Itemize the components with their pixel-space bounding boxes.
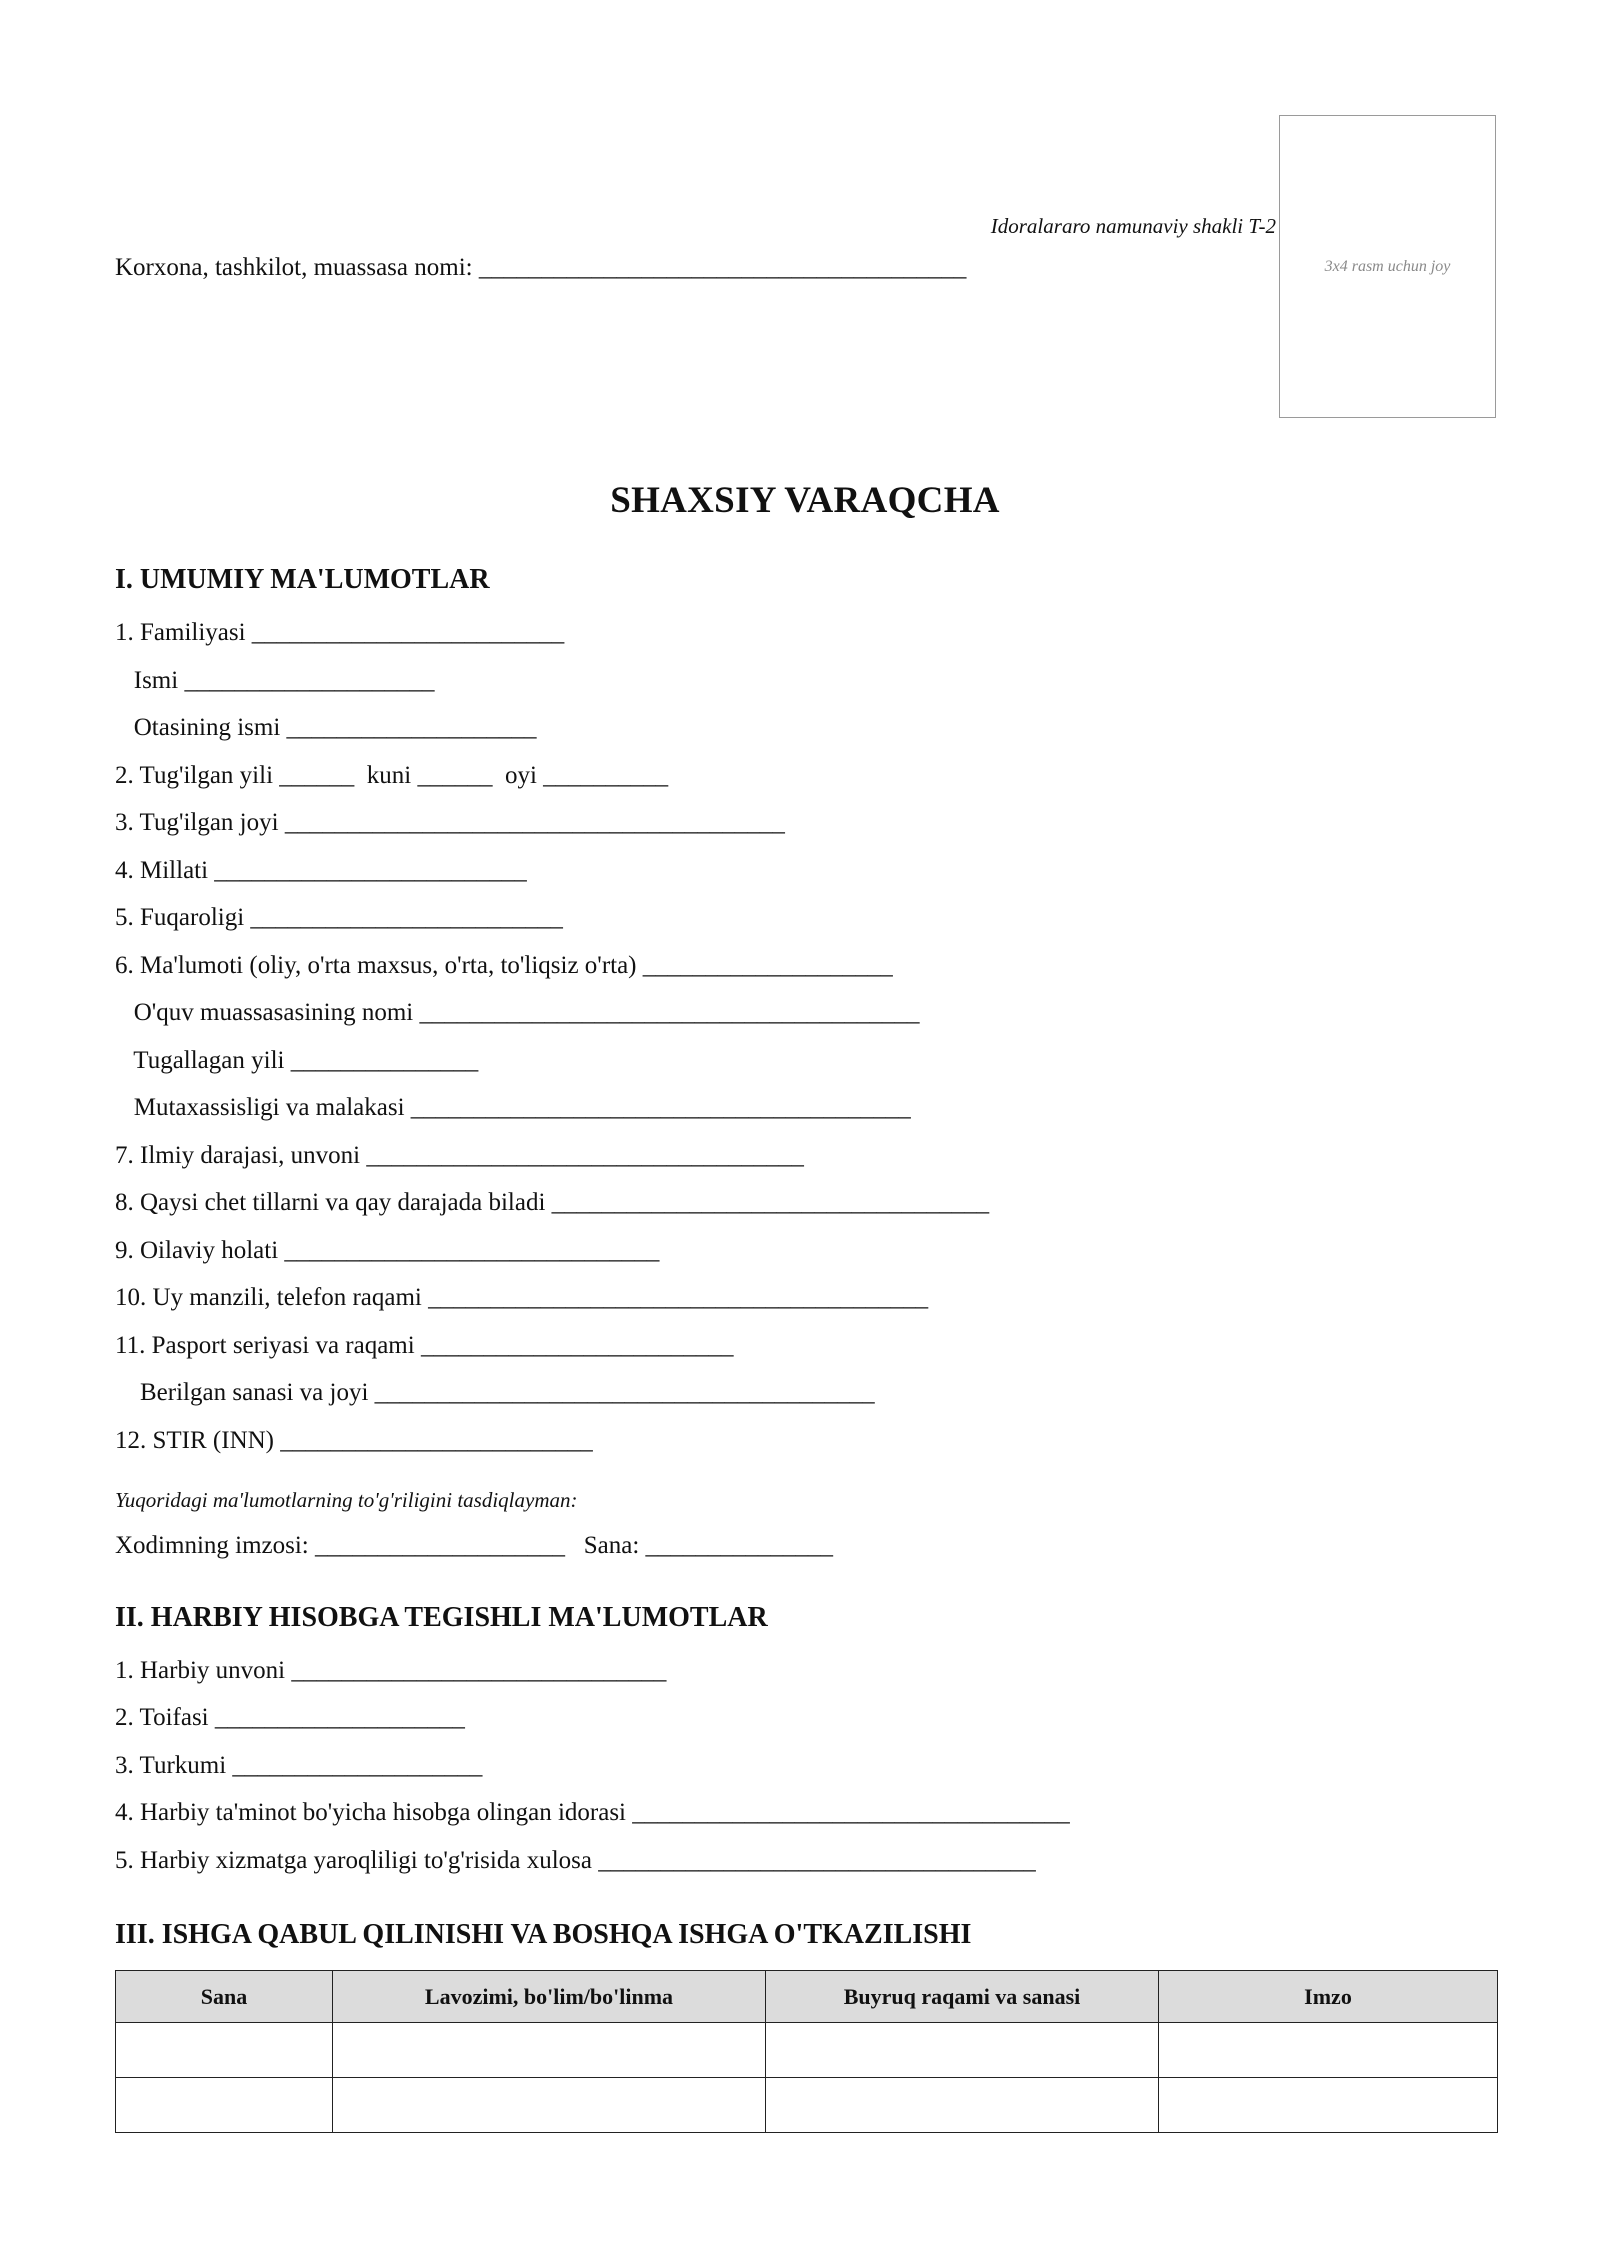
employee-signature-line[interactable]: Xodimning imzosi: ____________________ Sana: _______________ <box>115 1532 834 1559</box>
field-passport-issue[interactable]: Berilgan sanasi va joyi ________________________________________ <box>115 1379 875 1406</box>
field-marital-status[interactable]: 9. Oilaviy holati ______________________________ <box>115 1237 660 1264</box>
table-cell-order[interactable] <box>766 2078 1159 2133</box>
section-3-heading: III. ISHGA QABUL QILINISHI VA BOSHQA ISHGA O'TKAZILISHI <box>115 1919 972 1950</box>
photo-placeholder-label: 3x4 rasm uchun joy <box>1324 258 1451 275</box>
employment-history-table <box>115 1970 1498 2133</box>
field-nationality[interactable]: 4. Millati _________________________ <box>115 857 527 884</box>
field-education[interactable]: 6. Ma'lumoti (oliy, o'rta maxsus, o'rta, to'liqsiz o'rta) ____________________ <box>115 952 893 979</box>
field-military-group[interactable]: 3. Turkumi ____________________ <box>115 1752 483 1779</box>
form-code: Idoralararo namunaviy shakli T-2 <box>990 214 1276 238</box>
field-tax-id[interactable]: 12. STIR (INN) _________________________ <box>115 1427 593 1454</box>
field-surname[interactable]: 1. Familiyasi _________________________ <box>115 619 565 646</box>
table-cell-date[interactable] <box>116 2078 333 2133</box>
field-birth-place[interactable]: 3. Tug'ilgan joyi ________________________________________ <box>115 809 785 836</box>
organization-name-field[interactable]: Korxona, tashkilot, muassasa nomi: _______________________________________ <box>115 254 967 281</box>
field-passport-number[interactable]: 11. Pasport seriyasi va raqami _________________________ <box>115 1332 734 1359</box>
field-patronymic[interactable]: Otasining ismi ____________________ <box>115 714 537 741</box>
photo-placeholder <box>1279 115 1496 418</box>
field-institution-name[interactable]: O'quv muassasasining nomi ________________________________________ <box>115 999 920 1026</box>
field-academic-degree[interactable]: 7. Ilmiy darajasi, unvoni ___________________________________ <box>115 1142 804 1169</box>
table-row <box>116 2078 1498 2133</box>
column-header-position: Lavozimi, bo'lim/bo'linma <box>333 1971 766 2023</box>
field-foreign-languages[interactable]: 8. Qaysi chet tillarni va qay darajada biladi ___________________________________ <box>115 1189 990 1216</box>
field-first-name[interactable]: Ismi ____________________ <box>115 667 435 694</box>
column-header-order: Buyruq raqami va sanasi <box>766 1971 1159 2023</box>
table-cell-order[interactable] <box>766 2023 1159 2078</box>
column-header-date: Sana <box>116 1971 333 2023</box>
table-cell-position[interactable] <box>333 2023 766 2078</box>
section-2-heading: II. HARBIY HISOBGA TEGISHLI MA'LUMOTLAR <box>115 1602 768 1633</box>
confirmation-note: Yuqoridagi ma'lumotlarning to'g'riligini tasdiqlayman: <box>115 1488 578 1512</box>
section-1-heading: I. UMUMIY MA'LUMOTLAR <box>115 564 490 595</box>
field-citizenship[interactable]: 5. Fuqaroligi _________________________ <box>115 904 563 931</box>
field-specialty[interactable]: Mutaxassisligi va malakasi ________________________________________ <box>115 1094 911 1121</box>
field-military-category[interactable]: 2. Toifasi ____________________ <box>115 1704 465 1731</box>
field-military-office[interactable]: 4. Harbiy ta'minot bo'yicha hisobga olingan idorasi ___________________________________ <box>115 1799 1070 1826</box>
table-row <box>116 2023 1498 2078</box>
table-cell-signature[interactable] <box>1159 2078 1498 2133</box>
document-title: SHAXSIY VARAQCHA <box>610 480 1000 521</box>
table-cell-signature[interactable] <box>1159 2023 1498 2078</box>
field-home-address-phone[interactable]: 10. Uy manzili, telefon raqami ________________________________________ <box>115 1284 929 1311</box>
field-military-fitness[interactable]: 5. Harbiy xizmatga yaroqliligi to'g'risida xulosa ___________________________________ <box>115 1847 1036 1874</box>
field-birth-date[interactable]: 2. Tug'ilgan yili ______ kuni ______ oyi __________ <box>115 762 669 789</box>
table-header-row <box>116 1971 1498 2023</box>
table-cell-date[interactable] <box>116 2023 333 2078</box>
column-header-signature: Imzo <box>1159 1971 1498 2023</box>
field-military-rank[interactable]: 1. Harbiy unvoni ______________________________ <box>115 1657 667 1684</box>
field-graduation-year[interactable]: Tugallagan yili _______________ <box>115 1047 479 1074</box>
table-cell-position[interactable] <box>333 2078 766 2133</box>
